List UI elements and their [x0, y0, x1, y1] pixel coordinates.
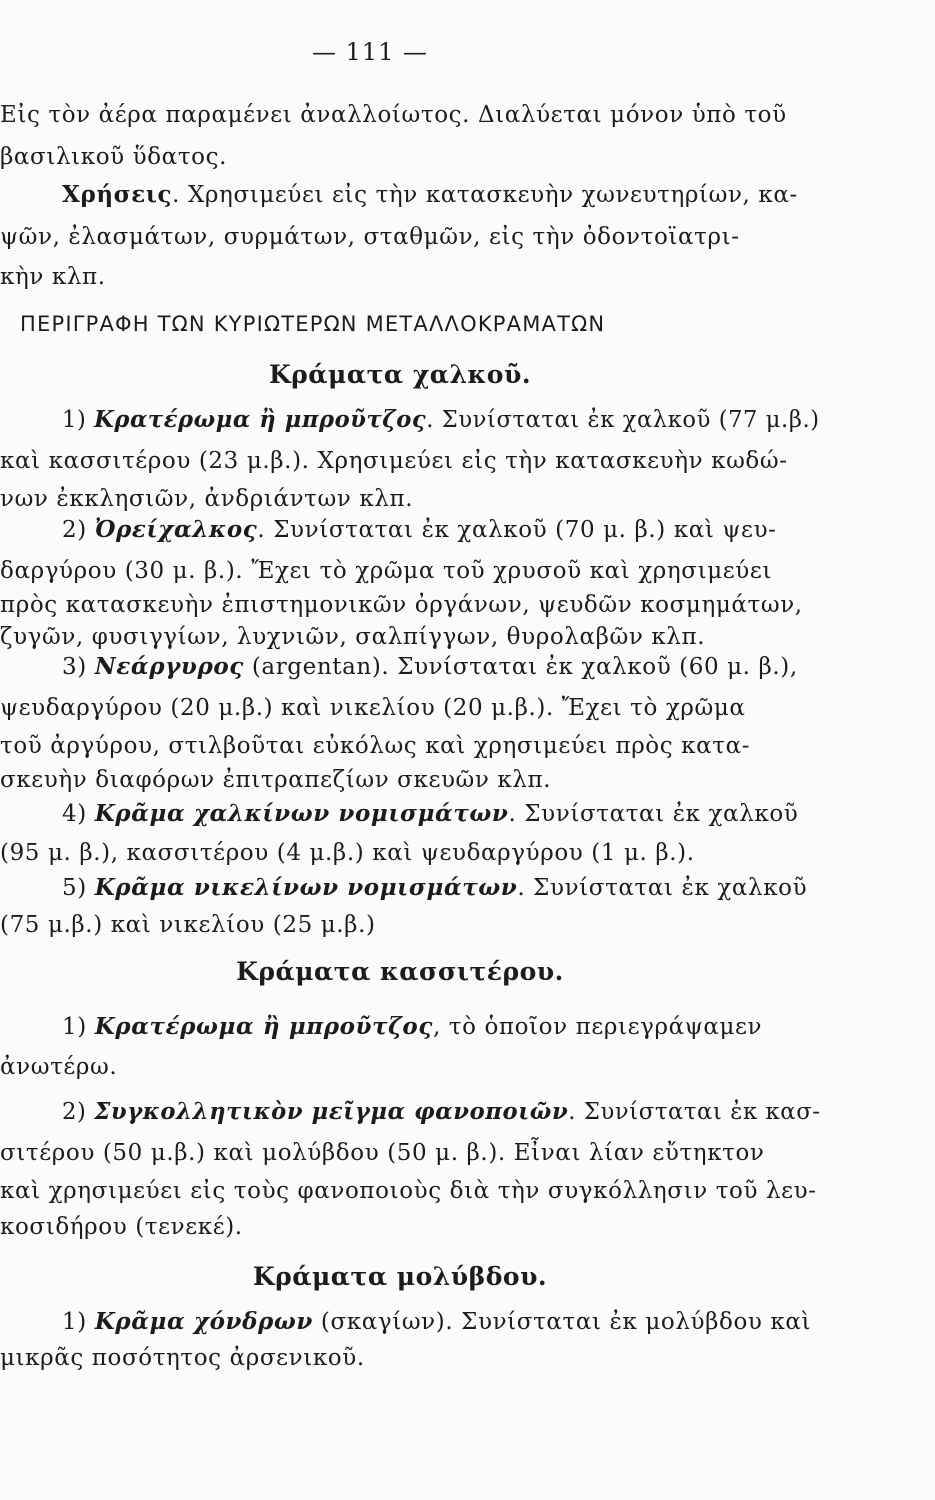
body-line: (75 μ.β.) καὶ νικελίου (25 μ.β.)	[0, 912, 376, 938]
page-number: — 111 —	[311, 38, 429, 66]
uses-paragraph	[62, 180, 798, 210]
item-number: 2)	[62, 517, 95, 543]
body-text: (argentan). Συνίσταται ἐκ χαλκοῦ (60 μ. β.),	[243, 654, 798, 680]
item-name: Κρᾶμα νικελίνων νομισμάτων	[94, 874, 518, 901]
body-line: ψευδαργύρου (20 μ.β.) καὶ νικελίου (20 μ.β.). Ἔχει τὸ χρῶμα	[0, 695, 746, 721]
body-line: νων ἐκκλησιῶν, ἀνδριάντων κλπ.	[0, 486, 414, 512]
list-item	[62, 1097, 821, 1127]
body-line: καὶ χρησιμεύει εἰς τοὺς φανοποιοὺς διὰ τὴν συγκόλλησιν τοῦ λευ-	[0, 1178, 817, 1204]
item-number: 5)	[62, 875, 95, 901]
list-item	[62, 652, 798, 682]
body-line: κοσιδήρου (τενεκέ).	[0, 1214, 243, 1240]
item-number: 4)	[62, 801, 95, 827]
item-number: 1)	[62, 1309, 95, 1335]
body-line: ζυγῶν, φυσιγγίων, λυχνιῶν, σαλπίγγων, θυρολαβῶν κλπ.	[0, 624, 706, 650]
body-text: . Χρησιμεύει εἰς τὴν κατασκευὴν χωνευτηρίων, κα-	[172, 182, 798, 208]
body-text: . Συνίσταται ἐκ χαλκοῦ (70 μ. β.) καὶ ψευ-	[257, 517, 777, 543]
item-name: Ὀρείχαλκος	[94, 516, 258, 543]
item-name: Κρᾶμα χαλκίνων νομισμάτων	[94, 800, 509, 827]
body-line: σκευὴν διαφόρων ἐπιτραπεζίων σκευῶν κλπ.	[0, 767, 552, 793]
body-line: Εἰς τὸν ἀέρα παραμένει ἀναλλοίωτος. Διαλύεται μόνον ὑπὸ τοῦ	[0, 102, 787, 128]
item-number: 2)	[62, 1099, 95, 1125]
body-line: τοῦ ἀργύρου, στιλβοῦται εὐκόλως καὶ χρησιμεύει πρὸς κατα-	[0, 733, 751, 759]
body-text: (σκαγίων). Συνίσταται ἐκ μολύβδου καὶ	[312, 1309, 812, 1335]
heading-lead-alloys: Κράματα μολύβδου.	[252, 1262, 548, 1291]
list-item	[62, 799, 798, 829]
item-name: Κρατέρωμα ἢ μπροῦτζος	[94, 406, 427, 433]
body-line: καὶ κασσιτέρου (23 μ.β.). Χρησιμεύει εἰς τὴν κατασκευὴν κωδώ-	[0, 448, 788, 474]
uses-label: Χρήσεις	[62, 181, 173, 208]
item-number: 1)	[62, 407, 95, 433]
body-text: . Συνίσταται ἐκ κασ-	[568, 1099, 821, 1125]
heading-copper-alloys: Κράματα χαλκοῦ.	[268, 360, 532, 389]
list-item	[62, 1012, 762, 1042]
body-line: βασιλικοῦ ὕδατος.	[0, 144, 227, 170]
list-item	[62, 1307, 811, 1337]
body-line: ἀνωτέρω.	[0, 1054, 118, 1080]
body-text: . Συνίσταται ἐκ χαλκοῦ (77 μ.β.)	[426, 407, 820, 433]
list-item	[62, 873, 807, 903]
item-number: 1)	[62, 1014, 95, 1040]
body-line: ψῶν, ἐλασμάτων, συρμάτων, σταθμῶν, εἰς τὴν ὀδοντοϊατρι-	[0, 224, 740, 250]
item-name: Κρατέρωμα ἢ μπροῦτζος	[94, 1013, 433, 1040]
body-line: πρὸς κατασκευὴν ἐπιστημονικῶν ὀργάνων, ψευδῶν κοσμημάτων,	[0, 592, 803, 618]
heading-tin-alloys: Κράματα κασσιτέρου.	[236, 957, 564, 986]
body-text: . Συνίσταται ἐκ χαλκοῦ	[508, 801, 799, 827]
body-line: δαργύρου (30 μ. β.). Ἔχει τὸ χρῶμα τοῦ χρυσοῦ καὶ χρησιμεύει	[0, 558, 772, 584]
section-title: ΠΕΡΙΓΡΑΦΗ ΤΩΝ ΚΥΡΙΩΤΕΡΩΝ ΜΕΤΑΛΛΟΚΡΑΜΑΤΩΝ	[20, 312, 606, 336]
list-item	[62, 515, 777, 545]
item-name: Νεάργυρος	[94, 653, 244, 680]
item-name: Κρᾶμα χόνδρων	[94, 1308, 313, 1335]
body-text: . Συνίσταται ἐκ χαλκοῦ	[517, 875, 808, 901]
body-line: μικρᾶς ποσότητος ἀρσενικοῦ.	[0, 1345, 365, 1371]
body-text: , τὸ ὁποῖον περιεγράψαμεν	[432, 1014, 763, 1040]
item-name: Συγκολλητικὸν μεῖγμα φανοποιῶν	[94, 1098, 569, 1125]
body-line: (95 μ. β.), κασσιτέρου (4 μ.β.) καὶ ψευδαργύρου (1 μ. β.).	[0, 840, 695, 866]
list-item	[62, 405, 820, 435]
item-number: 3)	[62, 654, 95, 680]
body-line: σιτέρου (50 μ.β.) καὶ μολύβδου (50 μ. β.). Εἶναι λίαν εὔτηκτον	[0, 1140, 765, 1166]
body-line: κὴν κλπ.	[0, 264, 106, 290]
